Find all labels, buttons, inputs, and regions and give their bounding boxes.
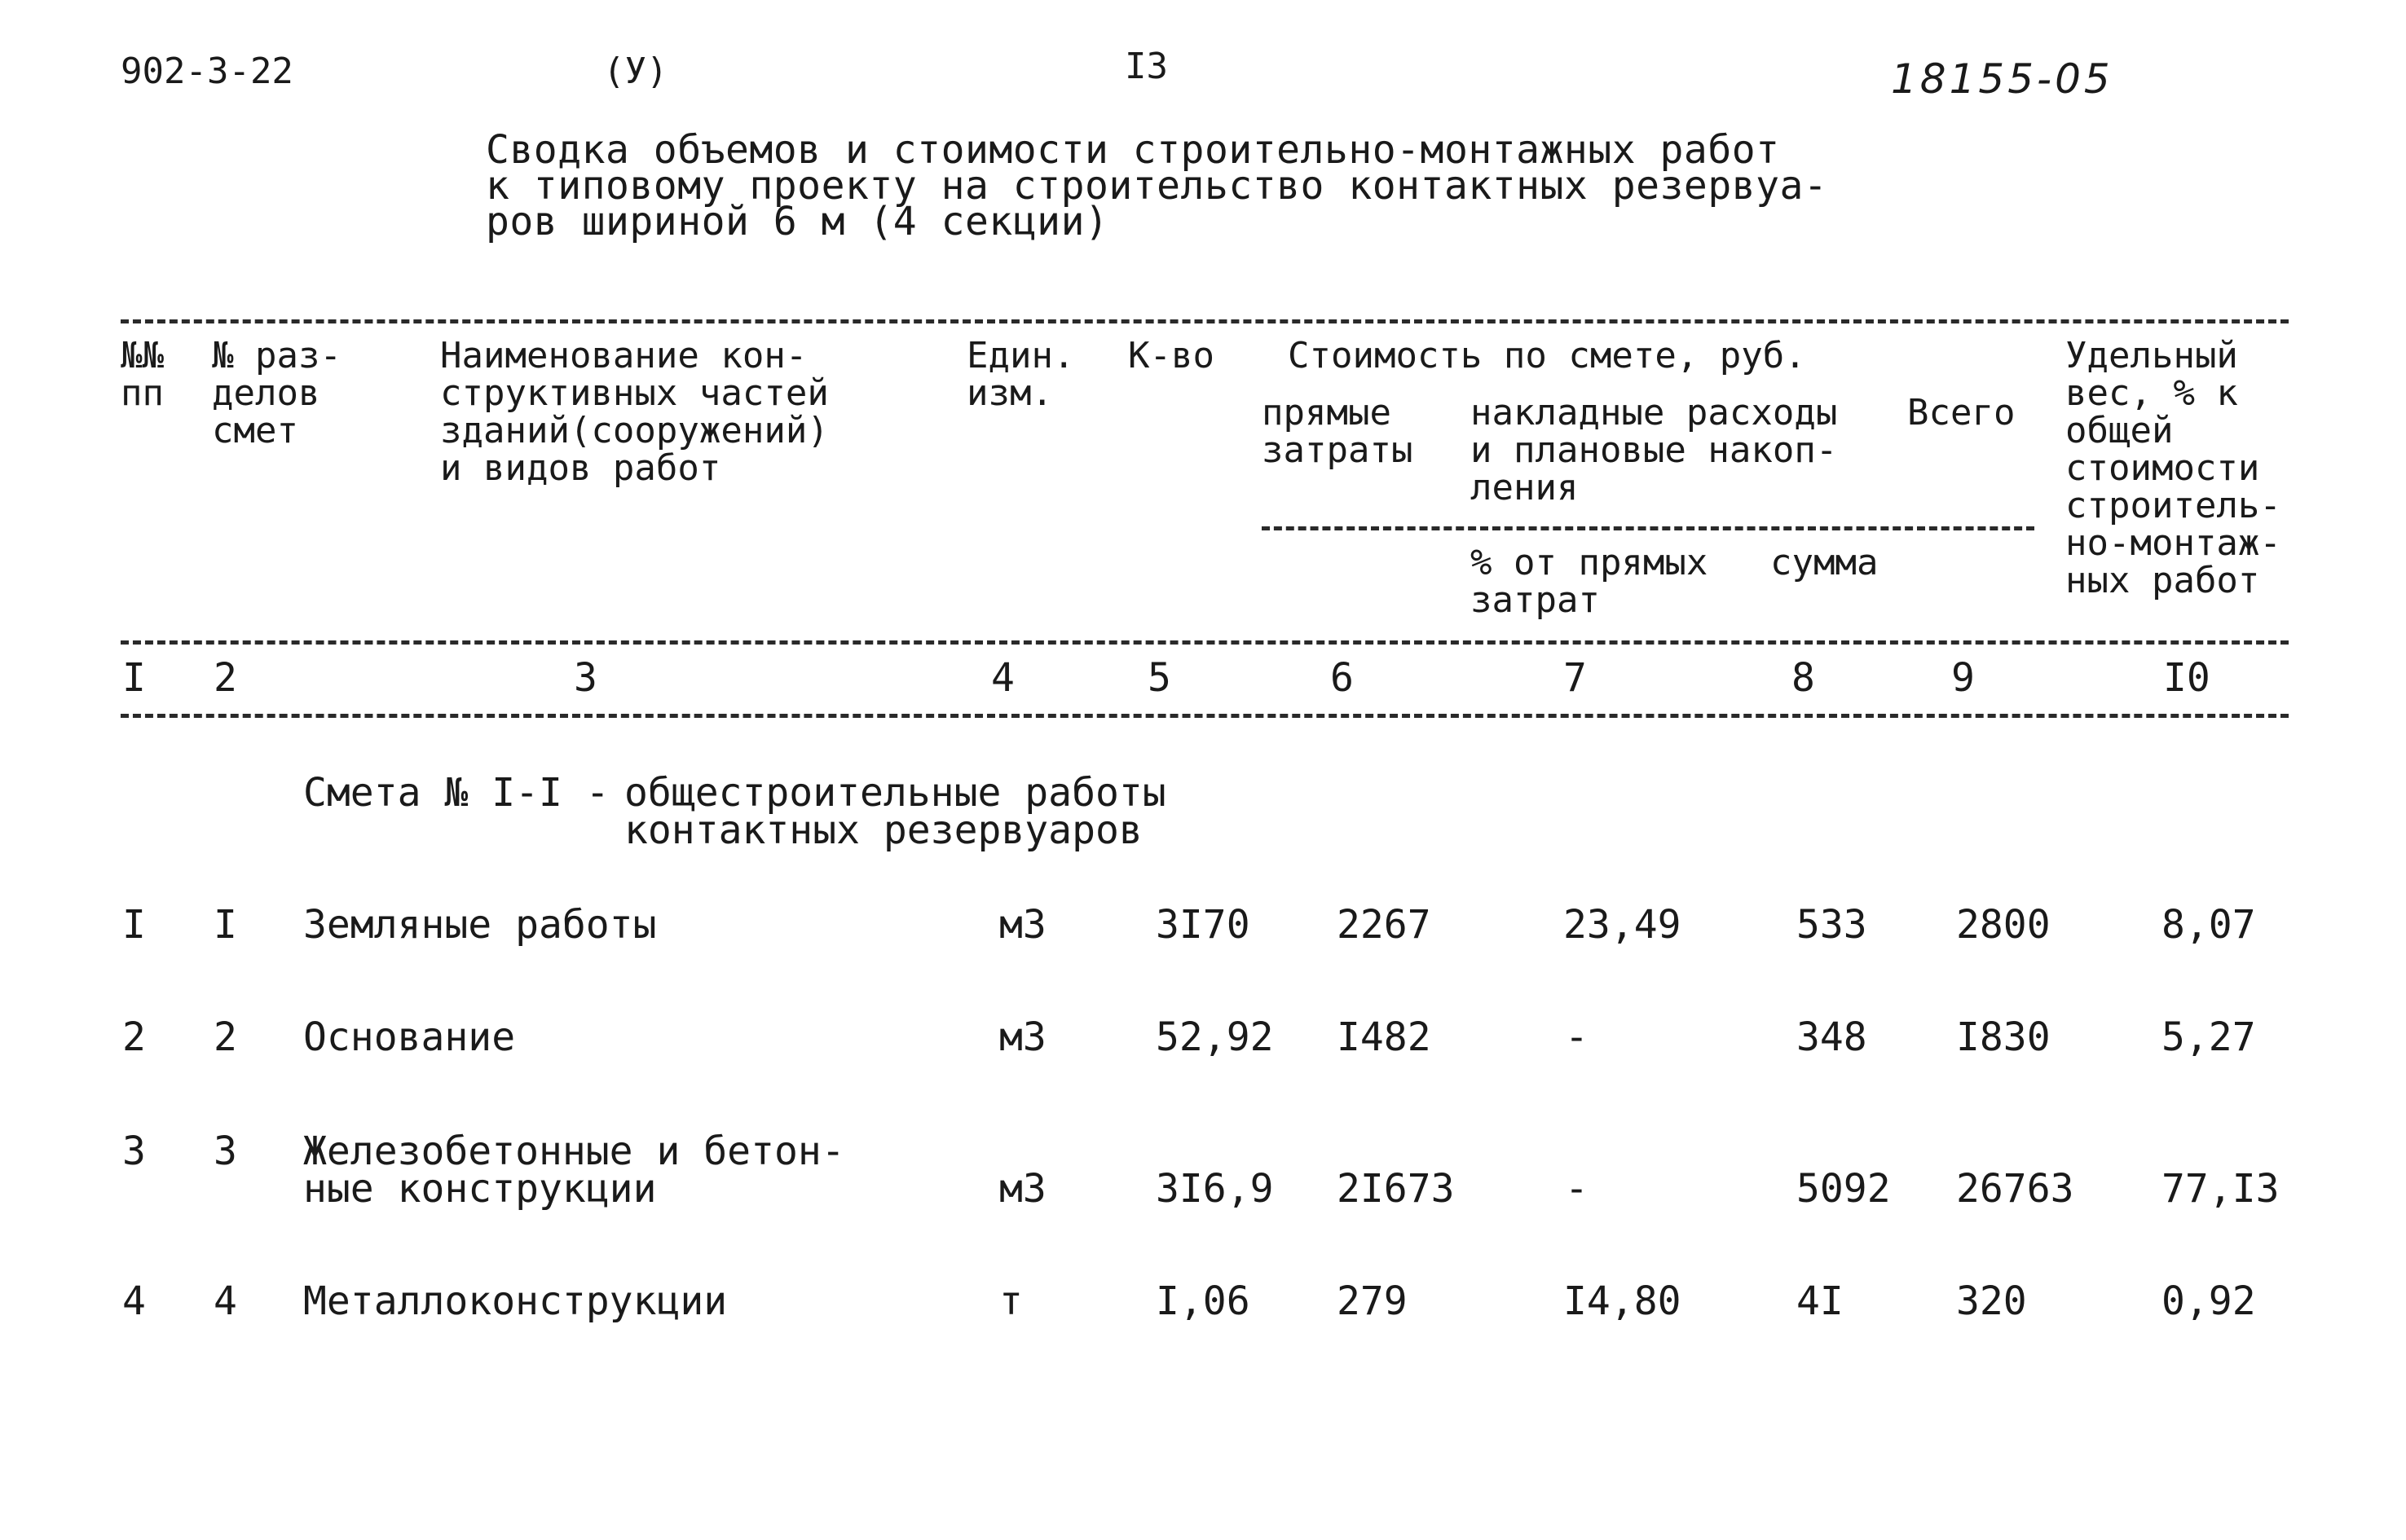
page-number: I3 <box>1125 46 1168 87</box>
column-number: 4 <box>991 655 1015 701</box>
row-percent: I4,80 <box>1563 1278 1681 1324</box>
col-header-line: делов <box>212 372 320 414</box>
row-total: 2800 <box>1956 902 2051 948</box>
col-header-line: затрат <box>1470 579 1600 621</box>
row-name: Земляные работы <box>303 902 657 948</box>
row-share: 8,07 <box>2161 902 2256 948</box>
column-number: 9 <box>1951 655 1975 701</box>
col-header-line: накладные расходы <box>1470 392 1838 433</box>
row-direct-costs: 2I673 <box>1337 1166 1455 1212</box>
row-quantity: 52,92 <box>1156 1014 1274 1060</box>
row-total: 26763 <box>1956 1166 2074 1212</box>
title-line: ров шириной 6 м (4 секции) <box>486 199 1109 244</box>
col-header-line: прямые <box>1262 392 1391 433</box>
col-header-unit <box>967 337 1074 412</box>
row-section: 2 <box>214 1014 237 1060</box>
col-header-line: и плановые накоп- <box>1470 429 1838 471</box>
row-direct-costs: 279 <box>1337 1278 1408 1324</box>
col-header-percent <box>1470 544 1708 619</box>
col-header-line: общей <box>2065 410 2174 451</box>
col-header-cost-group: Стоимость по смете, руб. <box>1288 335 1806 376</box>
row-number: I <box>122 902 146 948</box>
section-title-line: контактных резервуаров <box>624 807 1143 853</box>
col-header-line: Удельный <box>2065 335 2238 376</box>
column-number: 8 <box>1791 655 1815 701</box>
row-unit: м3 <box>999 902 1047 948</box>
row-number: 3 <box>122 1129 146 1174</box>
row-share: 77,I3 <box>2161 1166 2280 1212</box>
col-header-line: и видов работ <box>440 447 721 489</box>
col-header-line: №№ <box>121 335 164 376</box>
row-percent: - <box>1565 1014 1589 1060</box>
row-quantity: 3I70 <box>1156 902 1250 948</box>
column-number: 3 <box>574 655 597 701</box>
column-number: I <box>122 655 146 701</box>
row-percent: - <box>1565 1166 1589 1212</box>
title-line: к типовому проекту на строительство контактных резервуа- <box>486 163 1828 209</box>
col-header-line: № раз- <box>212 335 342 376</box>
row-total: 320 <box>1956 1278 2027 1324</box>
overhead-sub-rule <box>1262 526 2034 530</box>
row-share: 5,27 <box>2161 1014 2256 1060</box>
row-sum: 533 <box>1796 902 1867 948</box>
inventory-number: 18155-05 <box>1891 55 2113 103</box>
column-number: 2 <box>214 655 237 701</box>
col-header-total: Всего <box>1907 392 2016 433</box>
row-sum: 348 <box>1796 1014 1867 1060</box>
col-header-line: вес, % к <box>2065 372 2238 414</box>
section-title-line: общестроительные работы <box>624 770 1166 816</box>
col-header-section <box>212 337 342 450</box>
col-header-line: смет <box>212 410 298 451</box>
row-number: 2 <box>122 1014 146 1060</box>
col-header-line: но-монтаж- <box>2065 522 2281 564</box>
col-header-name <box>440 337 829 487</box>
row-name: Железобетонные и бетон- <box>303 1129 845 1174</box>
row-sum: 4I <box>1796 1278 1844 1324</box>
col-header-number <box>121 337 164 412</box>
title-line: Сводка объемов и стоимости строительно-монтажных работ <box>486 127 1780 173</box>
col-header-line: изм. <box>967 372 1053 414</box>
col-header-line: % от прямых <box>1470 542 1708 583</box>
column-number: I0 <box>2163 655 2210 701</box>
col-header-direct-costs <box>1262 394 1412 469</box>
row-sum: 5092 <box>1796 1166 1891 1212</box>
row-number: 4 <box>122 1278 146 1324</box>
col-header-quantity: К-во <box>1128 335 1214 376</box>
column-number: 6 <box>1330 655 1354 701</box>
document-code: 902-3-22 <box>121 51 293 92</box>
row-direct-costs: I482 <box>1337 1014 1431 1060</box>
col-header-share <box>2065 337 2281 600</box>
row-unit: м3 <box>999 1014 1047 1060</box>
row-name: Металлоконструкции <box>303 1278 728 1324</box>
row-quantity: I,06 <box>1156 1278 1250 1324</box>
col-header-line: Един. <box>967 335 1075 376</box>
table-top-rule <box>121 319 2289 323</box>
row-quantity: 3I6,9 <box>1156 1166 1274 1212</box>
col-header-sum: сумма <box>1770 542 1879 583</box>
col-header-line: структивных частей <box>440 372 829 414</box>
row-unit: м3 <box>999 1166 1047 1212</box>
section-label: Смета № I-I - <box>303 770 610 816</box>
row-direct-costs: 2267 <box>1337 902 1431 948</box>
column-number: 7 <box>1563 655 1587 701</box>
row-unit: т <box>999 1278 1023 1324</box>
col-header-line: строитель- <box>2065 485 2281 526</box>
column-number: 5 <box>1148 655 1171 701</box>
row-name: Основание <box>303 1014 516 1060</box>
row-section: I <box>214 902 237 948</box>
row-name: ные конструкции <box>303 1166 657 1212</box>
header-bottom-rule <box>121 640 2289 645</box>
row-section: 3 <box>214 1129 237 1174</box>
col-header-overhead-group <box>1470 394 1837 507</box>
col-header-line: ных работ <box>2065 560 2260 601</box>
row-section: 4 <box>214 1278 237 1324</box>
col-header-line: ления <box>1470 467 1579 508</box>
row-percent: 23,49 <box>1563 902 1681 948</box>
document-mark: (У) <box>603 51 668 92</box>
col-header-line: стоимости <box>2065 447 2260 489</box>
col-header-line: пп <box>121 372 164 414</box>
row-total: I830 <box>1956 1014 2051 1060</box>
row-share: 0,92 <box>2161 1278 2256 1324</box>
column-numbers-rule <box>121 714 2289 718</box>
col-header-line: Наименование кон- <box>440 335 808 376</box>
col-header-line: затраты <box>1262 429 1413 471</box>
col-header-line: зданий(сооружений) <box>440 410 829 451</box>
